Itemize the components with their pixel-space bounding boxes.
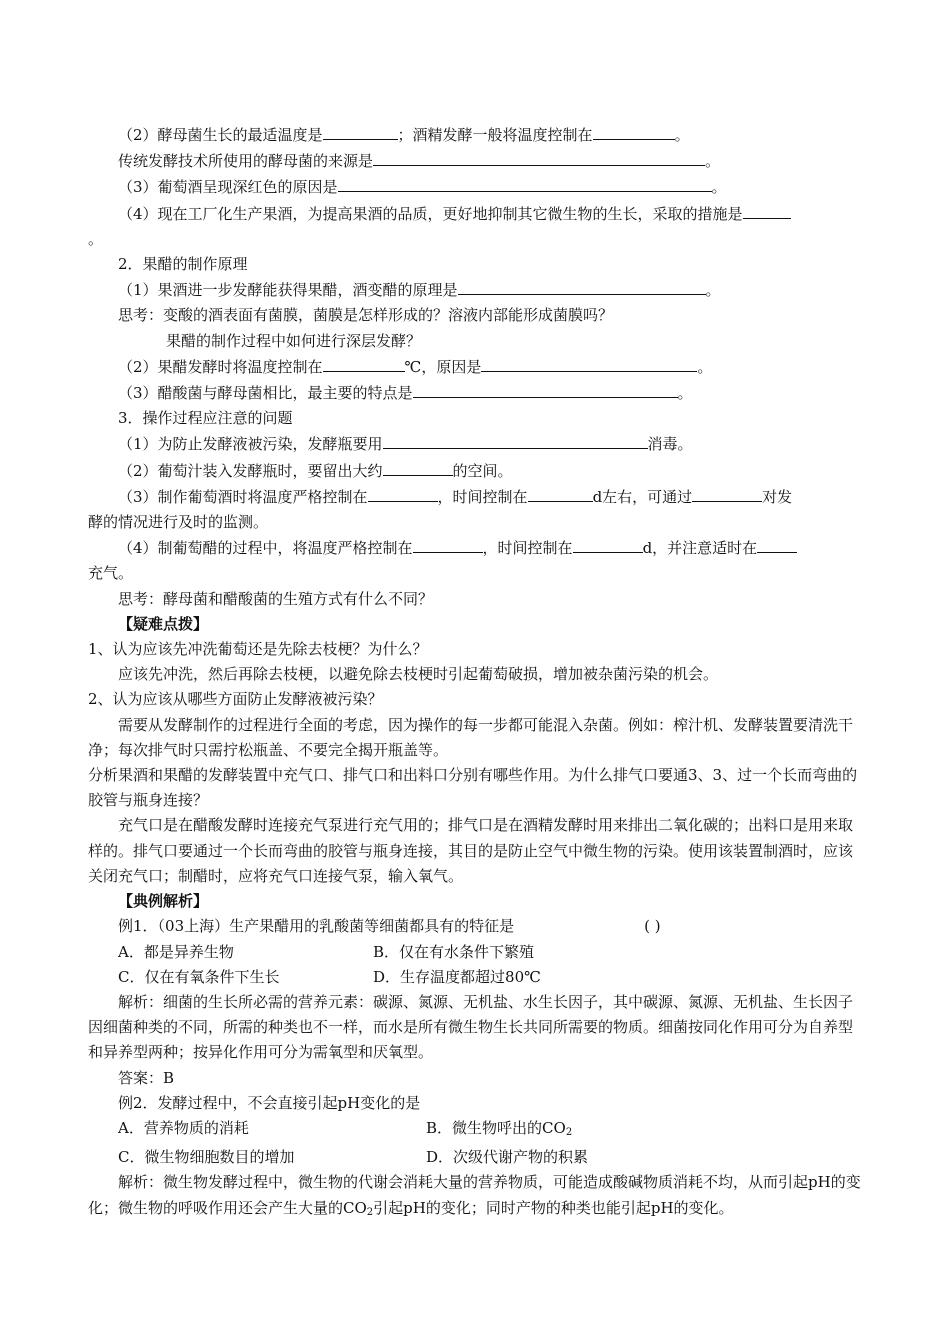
s3-line-3-cont: 酵的情况进行及时的监测。	[88, 513, 269, 532]
example-1-question: 例1．（03上海）生产果醋用的乳酸菌等细菌都具有的特征是 ( )	[88, 914, 863, 939]
answer-blank[interactable]	[481, 354, 697, 372]
example-2-question: 例2．发酵过程中，不会直接引起pH变化的是	[118, 1093, 421, 1112]
s2-title: 2．果醋的制作原理	[118, 255, 248, 274]
answer-blank[interactable]	[593, 122, 675, 140]
answer-blank[interactable]	[757, 535, 797, 553]
example-2-analysis: 解析：微生物发酵过程中，微生物的代谢会消耗大量的营养物质，可能造成酸碱物质消耗不均，从而引起pH的变化；微生物的呼吸作用还会产生大量的$CO_2$引起pH的变化；同时产物的种类也能引起pH的变化。	[88, 1173, 861, 1218]
example-1-analysis: 解析：细菌的生长所必需的营养元素：碳源、氮源、无机盐、水生长因子，其中碳源、氮源、无机盐、生长因子因细菌种类的不同，所需的种类也不一样，而水是所有微生物生长共同所需要的物质。细菌按同化作用可分为自养型和异养型两种；按异化作用可分为需氧型和厌氧型。	[88, 992, 854, 1062]
s1-line-2: （2）酵母菌生长的最适温度是 ；酒精发酵一般将温度控制在 。	[88, 122, 863, 148]
example-1-options-ab	[88, 940, 863, 965]
s1-yeast-source: 传统发酵技术所使用的酵母菌的来源是 。	[88, 148, 863, 174]
answer-blank[interactable]	[743, 201, 791, 219]
answer-blank[interactable]	[692, 484, 762, 502]
answer-blank[interactable]	[383, 431, 648, 449]
tips-a3: 充气口是在醋酸发酵时连接充气泵进行充气用的；排气口是在酒精发酵时用来排出二氧化碳的；出料口是用来取样的。排气口要通过一个长而弯曲的胶管与瓶身连接，其目的是防止空气中微生物的污染。使用该装置制酒时，应该关闭充气口；制醋时，应将充气口连接气泵，输入氧气。	[88, 816, 854, 885]
example-1-answer: 答案：B	[118, 1068, 175, 1087]
s3-title: 3．操作过程应注意的问题	[118, 409, 293, 428]
s2-line-3: （3）醋酸菌与酵母菌相比，最主要的特点是 。	[88, 380, 863, 406]
tips-a2: 需要从发酵制作的过程进行全面的考虑，因为操作的每一步都可能混入杂菌。例如：榨汁机、发酵装置要清洗干净；每次排气时只需拧松瓶盖、不要完全揭开瓶盖等。	[88, 715, 854, 759]
tips-q3: 分析果酒和果醋的发酵装置中充气口、排气口和出料口分别有哪些作用。为什么排气口要通3、3、过一个长而弯曲的胶管与瓶身连接？	[88, 766, 858, 810]
option-d: D．次级代谢产物的积累	[426, 1148, 589, 1167]
answer-blank[interactable]	[383, 458, 453, 476]
example-2-options-ab	[88, 1116, 863, 1145]
answer-blank[interactable]	[413, 380, 678, 398]
answer-blank[interactable]	[528, 484, 593, 502]
s1-line-4: （4）现在工厂化生产果酒，为提高果酒的品质，更好地抑制其它微生物的生长，采取的措施是	[88, 201, 863, 227]
s3-line-3: （3）制作葡萄酒时将温度严格控制在 ，时间控制在 d左右，可通过 对发	[88, 484, 863, 510]
answer-blank[interactable]	[323, 122, 398, 140]
s3-line-1: （1）为防止发酵液被污染，发酵瓶要用 消毒。	[88, 431, 863, 457]
answer-blank[interactable]	[373, 148, 705, 166]
tips-q1: 1、认为应该先冲洗葡萄还是先除去枝梗？为什么？	[88, 640, 428, 659]
s3-line-4: （4）制葡萄醋的过程中，将温度严格控制在 ，时间控制在 d，并注意适时在	[88, 535, 863, 561]
s3-think: 思考：酵母菌和醋酸菌的生殖方式有什么不同？	[118, 589, 434, 608]
answer-blank[interactable]	[323, 354, 405, 372]
option-c: C．微生物细胞数目的增加	[118, 1148, 295, 1167]
option-b: B．微生物呼出的$CO_2$	[426, 1118, 573, 1138]
tips-heading: 【疑难点拨】	[118, 614, 209, 633]
document-page	[88, 122, 863, 1225]
tips-a1: 应该先冲洗，然后再除去枝梗，以避免除去枝梗时引起葡萄破损，增加被杂菌污染的机会。	[118, 665, 719, 684]
s2-think-1: 思考：变酸的酒表面有菌膜，菌膜是怎样形成的？溶液内部能形成菌膜吗？	[118, 306, 614, 325]
option-a: A．营养物质的消耗	[118, 1118, 249, 1137]
s2-think-2: 果醋的制作过程中如何进行深层发酵？	[166, 331, 422, 350]
s2-line-1: （1）果酒进一步发酵能获得果醋，酒变醋的原理是 。	[88, 277, 863, 303]
example-1-options-cd	[88, 965, 863, 990]
answer-blank[interactable]	[458, 277, 706, 295]
example-2-options-cd	[88, 1145, 863, 1170]
answer-blank[interactable]	[368, 484, 438, 502]
answer-paren[interactable]: ( )	[644, 917, 661, 936]
option-d: D．生存温度都超过80℃	[373, 967, 541, 986]
answer-blank[interactable]	[338, 174, 712, 192]
s1-line-3: （3）葡萄酒呈现深红色的原因是 。	[88, 174, 863, 200]
option-c: C．仅在有氧条件下生长	[118, 967, 280, 986]
answer-blank[interactable]	[413, 535, 483, 553]
answer-blank[interactable]	[573, 535, 643, 553]
option-b: B．仅在有水条件下繁殖	[373, 942, 535, 961]
examples-heading: 【典例解析】	[118, 892, 209, 911]
option-a: A．都是异养生物	[118, 942, 234, 961]
s2-line-2: （2）果醋发酵时将温度控制在 ℃，原因是 。	[88, 354, 863, 380]
s3-line-4-cont: 充气。	[88, 564, 134, 583]
s3-line-2: （2）葡萄汁装入发酵瓶时，要留出大约 的空间。	[88, 458, 863, 484]
s1-line-4-end: 。	[88, 229, 104, 248]
tips-q2: 2、认为应该从哪些方面防止发酵液被污染？	[88, 690, 383, 709]
